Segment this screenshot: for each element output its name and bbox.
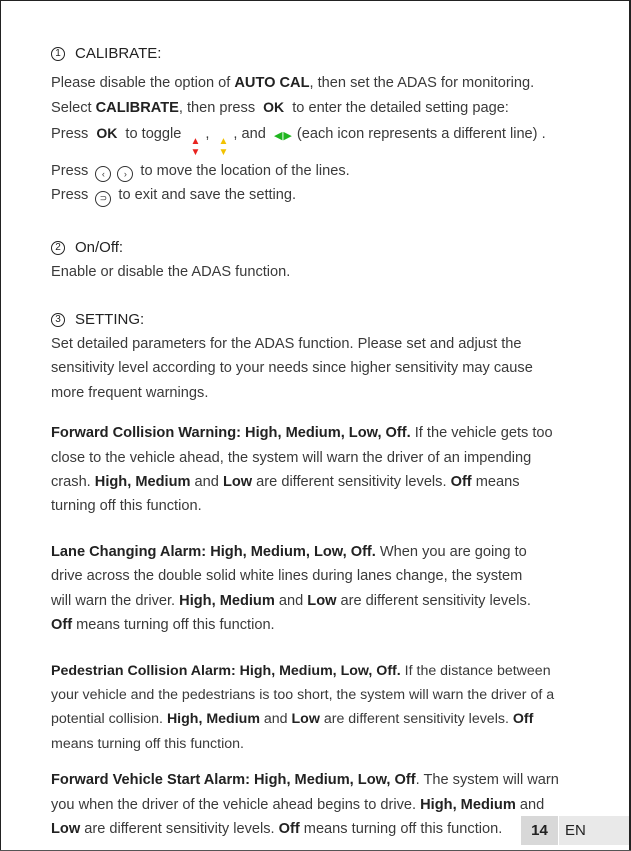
text: are different sensitivity levels.: [252, 474, 451, 491]
calibrate-heading: [51, 42, 611, 66]
exit-button-icon: ⊃: [95, 191, 111, 207]
onoff-title: On/Off:: [75, 238, 124, 256]
text: will warn the driver.: [51, 592, 180, 609]
text: Select: [51, 100, 96, 117]
up-arrow-icon: ▲: [190, 135, 201, 147]
term: Low: [51, 820, 81, 837]
text: and: [259, 711, 292, 728]
term: High, Medium: [94, 474, 191, 491]
text: are different sensitivity levels.: [80, 820, 279, 837]
term: Low: [291, 711, 320, 728]
fvsa-heading: Forward Vehicle Start Alarm: High, Medium, Low, Off: [51, 772, 416, 789]
pca-line-3: [51, 707, 611, 731]
text: crash.: [51, 474, 95, 491]
text: , then set the ADAS for monitoring.: [309, 75, 535, 91]
fcw-line-2: close to the vehicle ahead, the system will warn the driver of an impending: [51, 449, 532, 466]
fvsa-line-1: [51, 768, 611, 792]
page-number: 14: [521, 816, 558, 845]
term: Off: [51, 617, 73, 634]
lca-heading: Lane Changing Alarm: High, Medium, Low, Off.: [51, 543, 376, 560]
text: means: [471, 474, 520, 491]
green-line-arrows-icon: [274, 124, 293, 148]
fcw-line-1: [51, 421, 611, 445]
number-circle-1: 1: [51, 47, 65, 61]
auto-cal-term: AUTO CAL: [234, 75, 310, 91]
term: Low: [307, 592, 337, 609]
up-arrow-icon: ▲: [218, 135, 229, 147]
term: High, Medium: [166, 711, 260, 728]
text: means turning off this function.: [299, 820, 503, 837]
term: Off: [278, 820, 300, 837]
number-circle-3: 3: [51, 313, 65, 327]
language-tag: EN: [559, 816, 629, 845]
text: If the vehicle gets too: [410, 425, 553, 442]
onoff-text: Enable or disable the ADAS function.: [51, 263, 291, 280]
text: Press: [51, 162, 93, 179]
right-nav-button-icon: ›: [117, 166, 133, 182]
text: are different sensitivity levels.: [319, 711, 513, 728]
text: ,: [205, 125, 210, 142]
text: , and: [233, 125, 266, 142]
pca-heading: Pedestrian Collision Alarm: High, Medium, Low, Off.: [51, 662, 401, 679]
number-circle-2: 2: [51, 241, 65, 255]
text: to exit and save the setting.: [114, 187, 297, 204]
down-arrow-icon: ▼: [218, 146, 229, 158]
page-border-top: [0, 0, 631, 1]
text: are different sensitivity levels.: [336, 592, 531, 609]
fcw-heading: Forward Collision Warning: High, Medium, Low, Off.: [51, 425, 411, 442]
yellow-line-arrows-icon: [219, 137, 229, 159]
ok-button-icon: OK: [263, 99, 285, 116]
text: Press: [51, 187, 93, 204]
term: Off: [512, 711, 534, 728]
setting-line-1: Set detailed parameters for the ADAS function. Please set and adjust the: [51, 336, 522, 353]
text: you when the driver of the vehicle ahead begins to drive.: [51, 796, 421, 813]
lca-line-4: [51, 613, 611, 637]
term: High, Medium: [420, 796, 516, 813]
fcw-line-3: [51, 470, 611, 494]
pca-line-1: [51, 659, 611, 683]
calibrate-line-2: [51, 95, 611, 120]
calibrate-line-1: [51, 71, 611, 95]
lca-line-3: [51, 589, 611, 613]
calibrate-line-4: [51, 159, 611, 183]
calibrate-term: CALIBRATE: [95, 100, 179, 117]
calibrate-title: CALIBRATE:: [75, 45, 162, 62]
text: , then press: [178, 100, 260, 117]
right-arrow-icon: ▶: [283, 129, 293, 142]
text: and: [190, 474, 223, 491]
term: Low: [222, 474, 253, 491]
page-border-left: [0, 0, 1, 851]
manual-content: [51, 42, 611, 841]
setting-line-3: more frequent warnings.: [51, 384, 209, 401]
text: . The system will warn: [415, 772, 559, 789]
down-arrow-icon: ▼: [190, 146, 201, 158]
onoff-heading: [51, 236, 611, 260]
left-arrow-icon: ◀: [273, 129, 284, 142]
text: When you are going to: [375, 543, 527, 560]
term: Off: [450, 474, 472, 491]
ok-button-icon: OK: [96, 124, 118, 141]
text: to enter the detailed setting page:: [288, 100, 509, 117]
text: Press: [51, 125, 93, 142]
pca-line-4: means turning off this function.: [51, 735, 244, 752]
text: If the distance between: [400, 662, 551, 679]
text: and: [274, 592, 308, 609]
lca-line-2: drive across the double solid white lines during lanes change, the system: [51, 568, 523, 585]
red-line-arrows-icon: [190, 137, 200, 159]
text: to toggle: [121, 125, 182, 142]
calibrate-line-5: [51, 183, 611, 207]
setting-line-2: sensitivity level according to your needs since higher sensitivity may cause: [51, 360, 533, 377]
text: Please disable the option of: [51, 75, 235, 91]
text: potential collision.: [51, 711, 167, 728]
term: High, Medium: [179, 592, 275, 609]
text: means turning off this function.: [72, 617, 275, 634]
calibrate-line-3: [51, 121, 611, 159]
left-nav-button-icon: ‹: [95, 166, 111, 182]
fcw-line-4: turning off this function.: [51, 498, 202, 515]
setting-title: SETTING:: [75, 311, 145, 329]
fvsa-line-2: [51, 793, 611, 817]
text: and: [515, 796, 545, 813]
text: to move the location of the lines.: [136, 162, 350, 179]
text: (each icon represents a different line) .: [296, 125, 546, 142]
pca-line-2: your vehicle and the pedestrians is too short, the system will warn the driver of a: [51, 686, 555, 703]
lca-line-1: [51, 540, 611, 564]
setting-heading: [51, 308, 611, 332]
